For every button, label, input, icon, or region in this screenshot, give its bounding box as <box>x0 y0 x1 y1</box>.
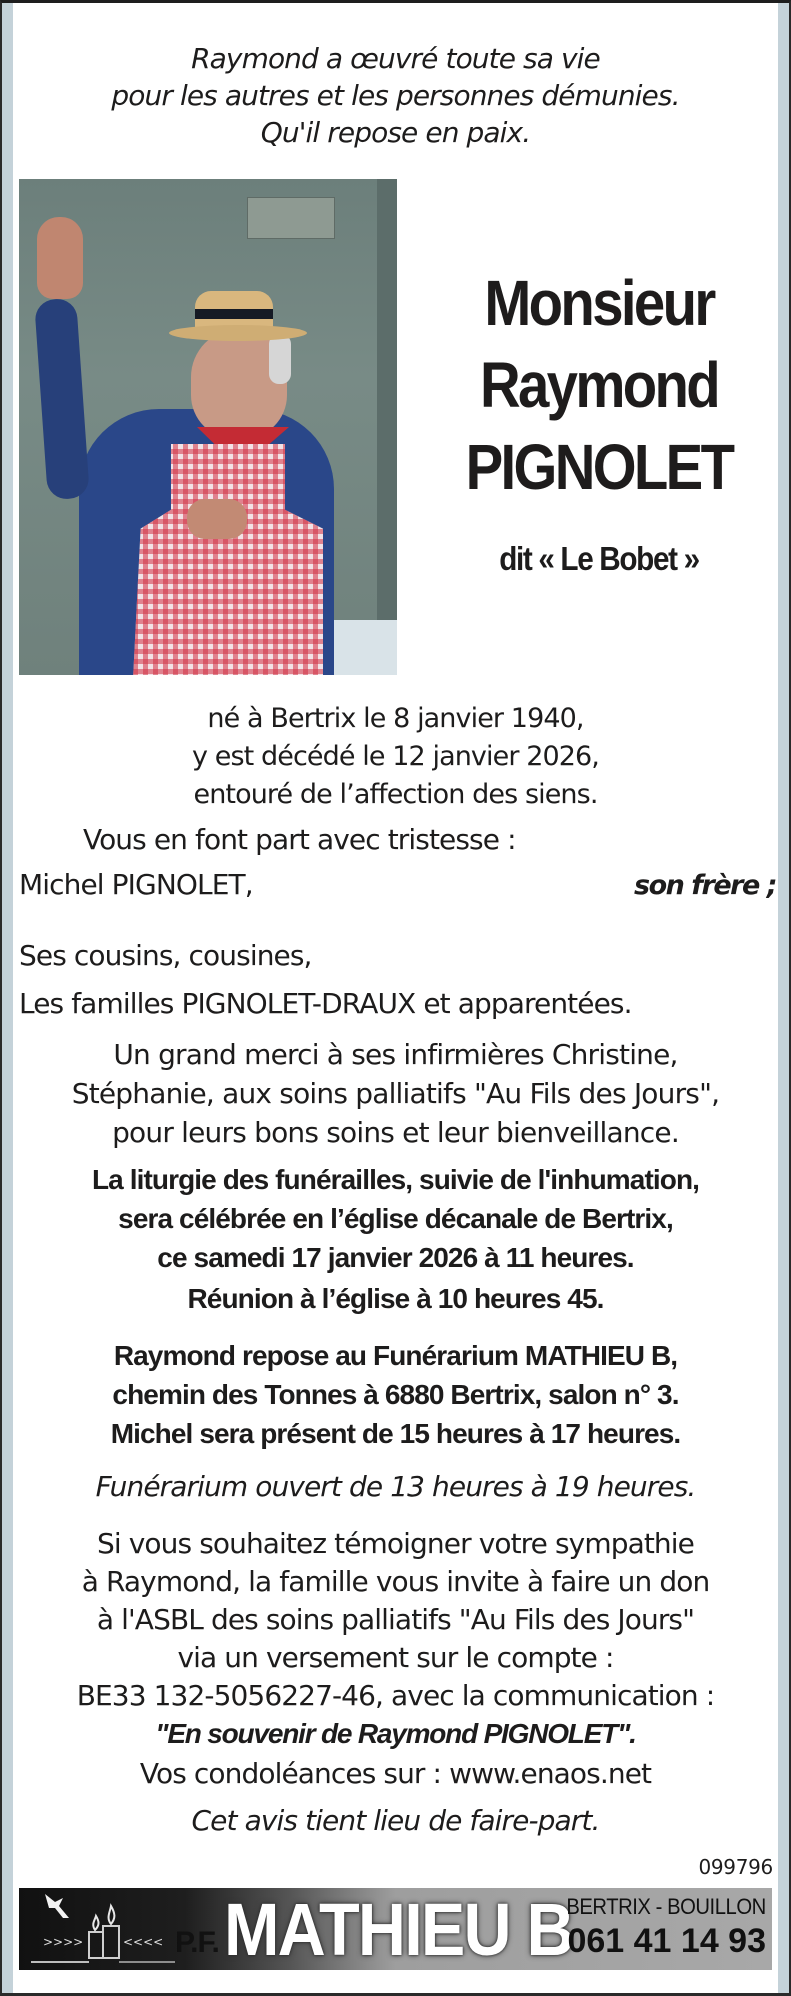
left-border-rail <box>2 3 13 1993</box>
family-line: Les familles PIGNOLET-DRAUX et apparentées. <box>19 987 632 1020</box>
repose-details <box>13 1336 778 1453</box>
donation-line: à l'ASBL des soins palliatifs "Au Fils des Jours" <box>96 1603 695 1636</box>
bank-account-line: BE33 132-5056227-46, avec la communication : <box>76 1679 715 1712</box>
epitaph-line: Qu'il repose en paix. <box>260 116 531 149</box>
thanks-line: pour leurs bons soins et leur bienveillance. <box>112 1116 679 1149</box>
background-shelf-shape <box>377 179 397 675</box>
hand-on-chest-shape <box>187 499 247 539</box>
nickname: dit « Le Bobet » <box>499 540 699 577</box>
epitaph-line: pour les autres et les personnes démunies. <box>111 79 680 112</box>
raised-hand-shape <box>37 217 83 299</box>
epitaph <box>13 40 778 151</box>
donation-line: à Raymond, la famille vous invite à faire un don <box>81 1565 710 1598</box>
first-name: Raymond <box>479 349 719 421</box>
donation-line: Si vous souhaitez témoigner votre sympathie <box>97 1527 694 1560</box>
svg-text:>>>>: >>>> <box>43 1935 84 1949</box>
funeral-home-locations: BERTRIX - BOUILLON <box>566 1894 766 1919</box>
straw-hat-icon <box>169 291 307 345</box>
funeral-home-banner <box>19 1888 772 1970</box>
funeral-line: sera célébrée en l’église décanale de Bertrix, <box>118 1203 673 1234</box>
birth-death-info <box>13 700 778 814</box>
portrait-photo <box>19 179 397 675</box>
repose-line: Raymond repose au Funérarium MATHIEU B, <box>113 1340 678 1371</box>
svg-text:<<<<: <<<< <box>123 1935 164 1949</box>
birth-line: né à Bertrix le 8 janvier 1940, <box>207 703 584 734</box>
reference-number: 099796 <box>698 1855 773 1879</box>
funeral-line: La liturgie des funérailles, suivie de l'inhumation, <box>91 1164 700 1195</box>
donation-info <box>13 1525 778 1753</box>
thanks-message <box>13 1035 778 1152</box>
notice-statement: Cet avis tient lieu de faire-part. <box>191 1804 600 1837</box>
thanks-line: Stéphanie, aux soins palliatifs "Au Fils des Jours", <box>71 1077 720 1110</box>
affection-line: entouré de l’affection des siens. <box>193 779 598 810</box>
relative-name: Michel PIGNOLET, <box>19 868 253 901</box>
raised-arm-shape <box>34 298 90 500</box>
relative-relation: son frère ; <box>634 870 776 901</box>
epitaph-line: Raymond a œuvré toute sa vie <box>191 42 600 75</box>
repose-line: Michel sera présent de 15 heures à 17 heures. <box>110 1418 681 1449</box>
funeral-line: ce samedi 17 janvier 2026 à 11 heures. <box>157 1242 634 1273</box>
funeral-details <box>13 1160 778 1277</box>
last-name: PIGNOLET <box>465 431 733 503</box>
extended-family <box>19 932 632 1028</box>
right-border-rail <box>778 3 789 1993</box>
communication-quote: "En souvenir de Raymond PIGNOLET". <box>155 1718 636 1749</box>
funeral-home-prefix: P.F. <box>175 1926 219 1959</box>
death-line: y est décédé le 12 janvier 2026, <box>191 741 599 772</box>
condolences-link[interactable]: Vos condoléances sur : www.enaos.net <box>139 1757 652 1790</box>
air-conditioner-shape <box>247 197 335 239</box>
family-line: Ses cousins, cousines, <box>19 939 312 972</box>
announcement: Vous en font part avec tristesse : <box>83 823 516 856</box>
relative-row <box>19 868 776 908</box>
reunion-time: Réunion à l’église à 10 heures 45. <box>187 1283 604 1314</box>
donation-line: via un versement sur le compte : <box>177 1641 614 1674</box>
repose-line: chemin des Tonnes à 6880 Bertrix, salon n° 3. <box>112 1379 679 1410</box>
funeral-home-phone[interactable]: 061 41 14 93 <box>567 1922 766 1960</box>
deceased-name <box>420 262 778 508</box>
name-title: Monsieur <box>484 267 714 339</box>
funeral-home-name: MATHIEU B <box>224 1888 573 1970</box>
opening-hours: Funérarium ouvert de 13 heures à 19 heures. <box>95 1470 696 1503</box>
thanks-line: Un grand merci à ses infirmières Christine, <box>113 1038 678 1071</box>
